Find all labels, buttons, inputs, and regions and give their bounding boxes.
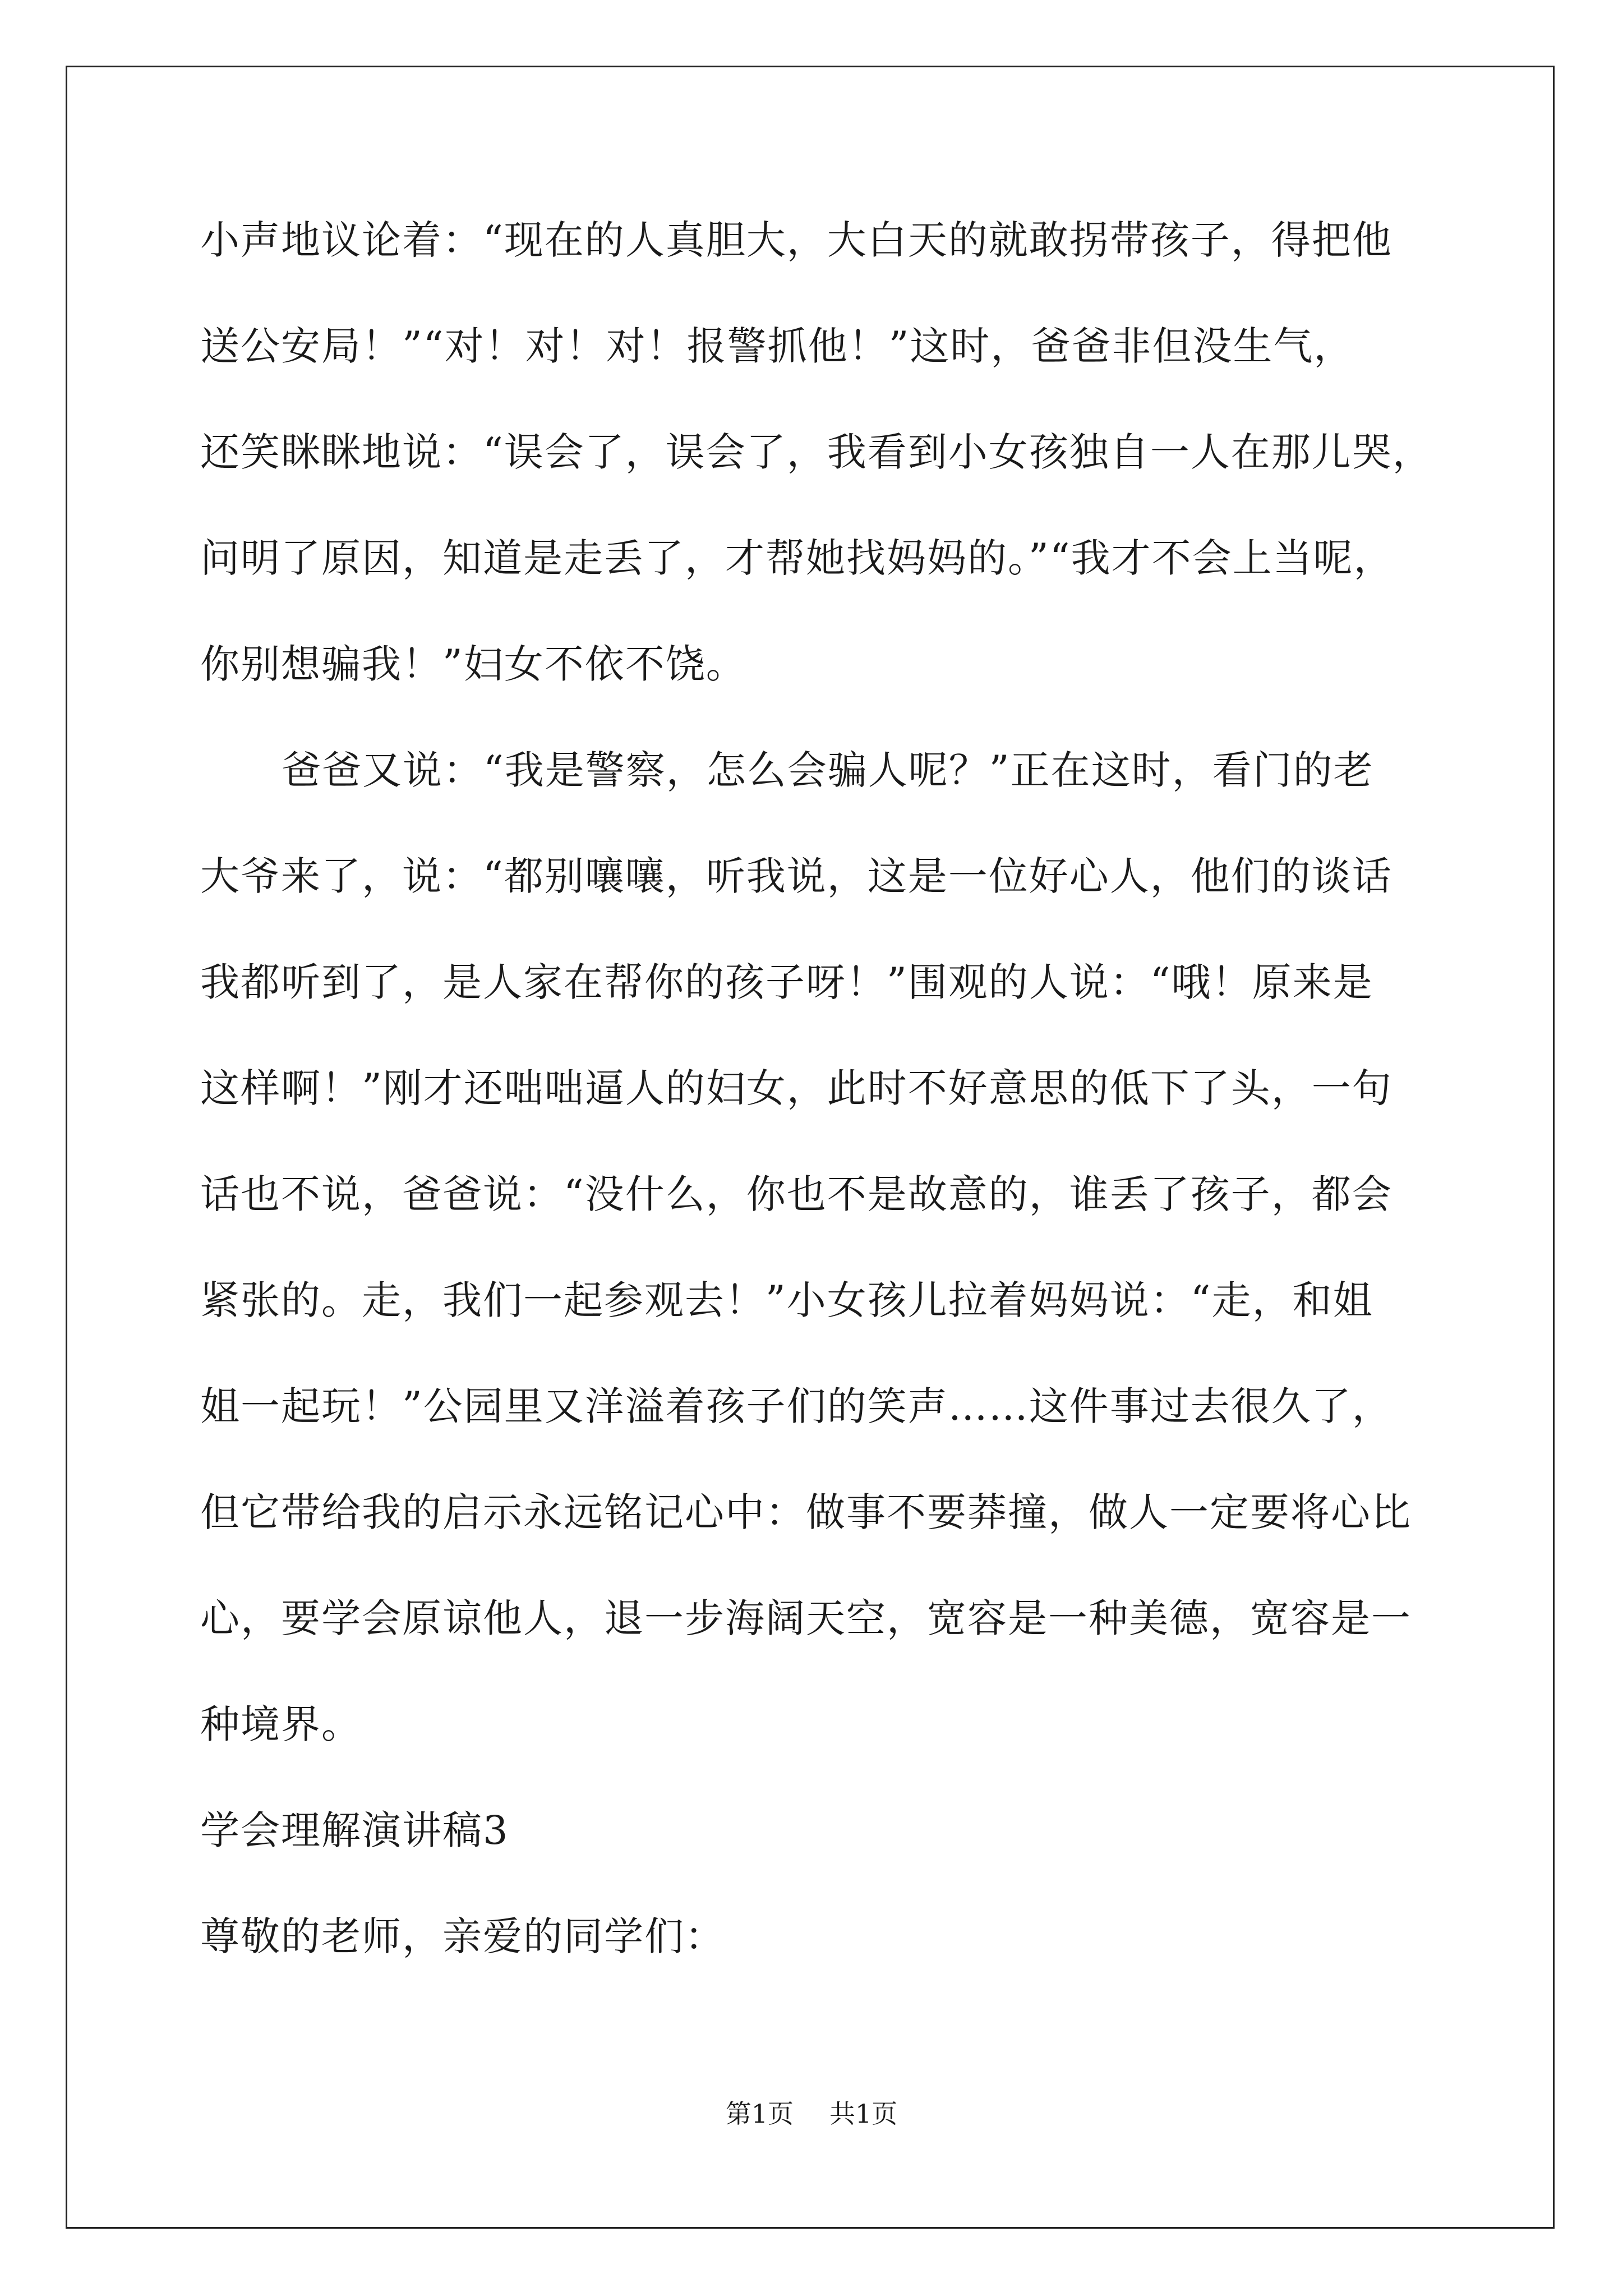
body-line: 这样啊！”刚才还咄咄逼人的妇女，此时不好意思的低下了头，一句: [200, 1065, 1393, 1111]
page-footer: [0, 2097, 1623, 2131]
body-line: 种境界。: [200, 1701, 362, 1747]
body-line: 还笑眯眯地说：“误会了，误会了，我看到小女孩独自一人在那儿哭，: [200, 429, 1433, 475]
body-line: 送公安局！”“对！对！对！报警抓他！”这时，爸爸非但没生气，: [200, 323, 1354, 369]
document-body: [200, 212, 1434, 2014]
body-line-paragraph-start: 爸爸又说：“我是警察，怎么会骗人呢？”正在这时，看门的老: [282, 747, 1374, 793]
page-number: 第1页: [725, 2099, 794, 2129]
salutation: 尊敬的老师，亲爱的同学们：: [200, 1913, 725, 1959]
body-line: 我都听到了，是人家在帮你的孩子呀！”围观的人说：“哦！原来是: [200, 959, 1373, 1005]
body-line: 心，要学会原谅他人，退一步海阔天空，宽容是一种美德，宽容是一: [200, 1595, 1412, 1641]
body-line: 紧张的。走，我们一起参观去！”小女孩儿拉着妈妈说：“走，和姐: [200, 1277, 1373, 1323]
body-line: 但它带给我的启示永远铭记心中：做事不要莽撞，做人一定要将心比: [200, 1489, 1412, 1535]
body-line: 大爷来了，说：“都别嚷嚷，听我说，这是一位好心人，他们的谈话: [200, 853, 1393, 899]
body-line: 话也不说，爸爸说：“没什么，你也不是故意的，谁丢了孩子，都会: [200, 1171, 1393, 1217]
section-title: 学会理解演讲稿3: [200, 1807, 509, 1853]
body-line: 你别想骗我！”妇女不依不饶。: [200, 641, 746, 687]
body-line: 姐一起玩！”公园里又洋溢着孩子们的笑声……这件事过去很久了，: [200, 1383, 1393, 1429]
body-line: 小声地议论着：“现在的人真胆大，大白天的就敢拐带孩子，得把他: [200, 217, 1393, 263]
body-line: 问明了原因，知道是走丢了，才帮她找妈妈的。”“我才不会上当呢，: [200, 535, 1394, 581]
total-pages: 共1页: [829, 2099, 898, 2129]
